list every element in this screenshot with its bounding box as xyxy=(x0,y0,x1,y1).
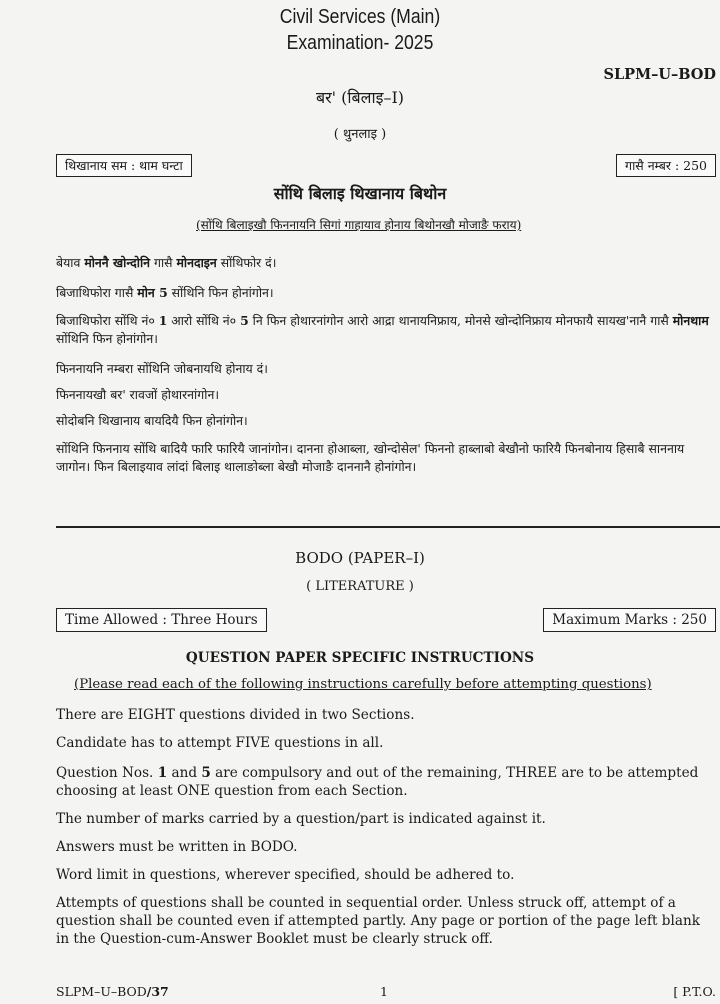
bodo-instruction-6: सोदोबनि थिखानाय बायदियै फिन होनांगोन। xyxy=(56,413,248,428)
bodo-instructions-subtitle: (सोंथि बिलाइखौ फिननायनि सिगां गाहायाव होनाय बिथोनखौ मोजाङै फराय) xyxy=(196,218,522,232)
exam-title-line-1: Civil Services (Main) xyxy=(279,6,441,28)
english-instruction-1: There are EIGHT questions divided in two Sections. xyxy=(56,707,415,723)
bodo-subject: ( थुनलाइ ) xyxy=(333,127,387,142)
english-instruction-7: Attempts of questions shall be counted in sequential order. Unless struck off, attempt of a question shall be counted even if attempted partly. Any page or portion of the page left blank in the Question-cum-Answer Booklet must be clearly struck off. xyxy=(56,895,700,947)
pto-label: [ P.T.O. xyxy=(673,984,716,999)
english-paper-title: BODO (PAPER–I) xyxy=(295,549,425,567)
section-divider xyxy=(56,526,720,528)
bodo-marks-box: गासै नम्बर : 250 xyxy=(616,154,716,177)
english-instruction-4: The number of marks carried by a question/part is indicated against it. xyxy=(56,811,546,827)
english-instruction-6: Word limit in questions, wherever specified, should be adhered to. xyxy=(56,867,515,883)
english-instruction-3: Question Nos. 1 and 5 are compulsory and out of the remaining, THREE are to be attempted choosing at least ONE question from each Section. xyxy=(56,765,699,799)
bodo-time-box: थिखानाय सम : थाम घन्टा xyxy=(56,154,192,177)
english-time-box: Time Allowed : Three Hours xyxy=(56,608,267,632)
english-instructions-subtitle: (Please read each of the following instructions carefully before attempting questions) xyxy=(74,677,652,692)
bodo-instruction-2: बिजाथिफोरा गासै मोन 5 सोंथिनि फिन होनांगोन। xyxy=(56,285,274,300)
page-number: 1 xyxy=(380,984,388,999)
paper-code: SLPM–U–BOD xyxy=(603,66,716,83)
english-subject: ( LITERATURE ) xyxy=(306,579,414,594)
english-marks-box: Maximum Marks : 250 xyxy=(543,608,716,632)
bodo-instruction-4: फिननायनि नम्बरा सोंथिनि जोबनायथि होनाय दं। xyxy=(56,361,268,376)
bodo-instruction-7: सोंथिनि फिननाय सोंथि बादियै फारि फारियै जानांगोन। दानना होआब्ला, खोन्दोसेल' फिननो हाब्लाबो बेखौनो फारियै फिनबोनाय हिसाबै साननाय जागोन। फिन बिलाइयाव लांदां बिलाइ थालाङोब्ला बेखौ मोजाङै दाननानै होनांगोन। xyxy=(56,441,685,474)
exam-title xyxy=(43,4,677,56)
exam-title-line-2: Examination- 2025 xyxy=(286,32,434,54)
footer-code: SLPM–U–BOD/37 xyxy=(56,984,169,999)
english-instruction-2: Candidate has to attempt FIVE questions in all. xyxy=(56,735,384,751)
bodo-instruction-1: बेयाव मोननै खोन्दोनि गासै मोनदाइन सोंथिफोर दं। xyxy=(56,255,277,270)
english-instructions-title: QUESTION PAPER SPECIFIC INSTRUCTIONS xyxy=(185,650,535,666)
bodo-instruction-5: फिननायखौ बर' रावजों होथारनांगोन। xyxy=(56,387,220,402)
bodo-paper-title: बर' (बिलाइ–I) xyxy=(315,88,405,107)
english-instruction-5: Answers must be written in BODO. xyxy=(56,839,298,855)
bodo-instruction-3: बिजाथिफोरा सोंथि नं० 1 आरो सोंथि नं० 5 नि फिन होथारनांगोन आरो आद्रा थानायनिफ्राय, मोनसे खोन्दोनिफ्राय मोनफायै सायख'नानै गासै मोनथाम सोंथिनि फिन होनांगोन। xyxy=(56,313,709,346)
bodo-instructions-title: सोंथि बिलाइ थिखानाय बिथोन xyxy=(273,184,447,203)
